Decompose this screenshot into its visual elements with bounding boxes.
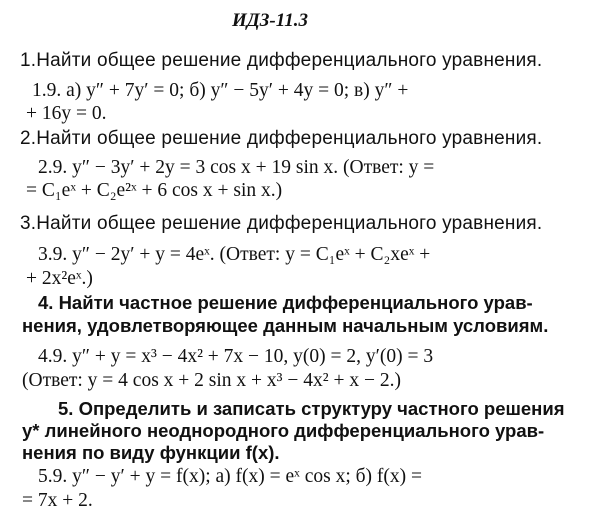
task1-equation-line2: + 16y = 0. — [26, 103, 107, 124]
task1-heading: 1.Найти общее решение дифференциального уравнения. — [20, 50, 543, 71]
task5-equation-line1: 5.9. y″ − y′ + y = f(x); а) f(x) = eˣ cos x; б) f(x) = — [38, 466, 423, 487]
task4-equation-line1: 4.9. y″ + y = x³ − 4x² + 7x − 10, y(0) = 2, y′(0) = 3 — [38, 346, 434, 367]
task4-heading-line1: 4. Найти частное решение дифференциального урав- — [38, 292, 533, 313]
task5-heading-line3: нения по виду функции f(x). — [22, 442, 280, 463]
task1-equation-line1: 1.9. а) y″ + 7y′ = 0; б) y″ − 5y′ + 4y = 0; в) y″ + — [32, 80, 409, 101]
task2-equation-line2: = C₁eˣ + C₂e²ˣ + 6 cos x + sin x.) — [26, 180, 283, 201]
task5-equation-line2: = 7x + 2. — [22, 490, 93, 511]
task5-heading-line1: 5. Определить и записать структуру частного решения — [58, 398, 565, 419]
task4-answer-line: (Ответ: y = 4 cos x + 2 sin x + x³ − 4x² + x − 2.) — [22, 370, 401, 391]
page-title: ИДЗ-11.3 — [232, 10, 308, 31]
task4-heading-line2: нения, удовлетворяющее данным начальным условиям. — [22, 315, 549, 336]
task2-equation-line1: 2.9. y″ − 3y′ + 2y = 3 cos x + 19 sin x. (Ответ: y = — [38, 157, 435, 178]
task3-equation-line2: + 2x²eˣ.) — [26, 268, 93, 289]
task3-equation-line1: 3.9. y″ − 2y′ + y = 4eˣ. (Ответ: y = C₁eˣ + C₂xeˣ + — [38, 244, 431, 265]
task5-heading-line2: y* линейного неоднородного дифференциального урав- — [22, 420, 545, 441]
task3-heading: 3.Найти общее решение дифференциального уравнения. — [20, 213, 543, 234]
task2-heading: 2.Найти общее решение дифференциального уравнения. — [20, 128, 543, 149]
